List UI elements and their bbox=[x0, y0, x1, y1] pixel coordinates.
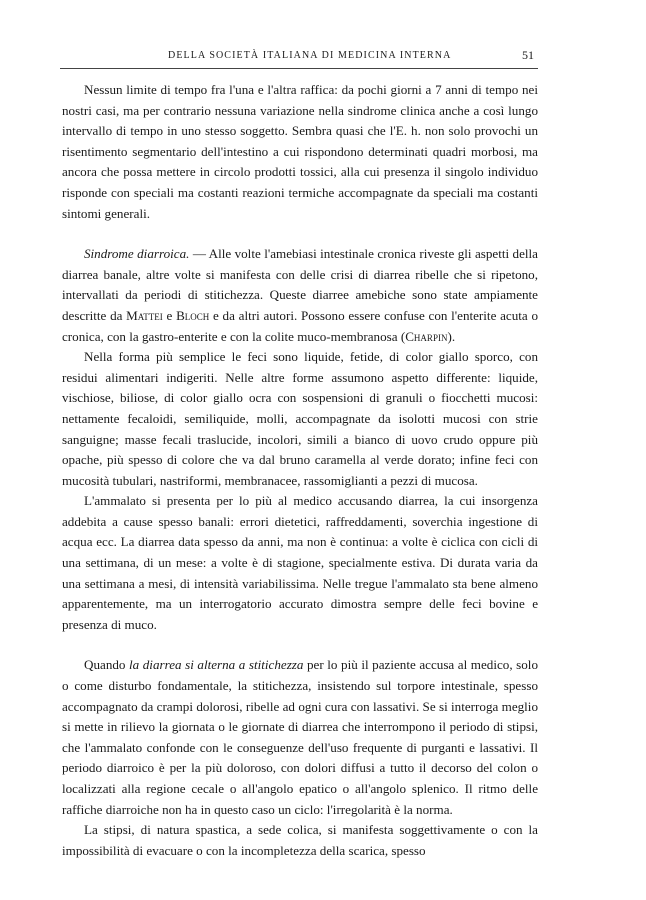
paragraph-5-text-b: per lo più il paziente accusa al medico, solo o come disturbo fondamentale, la stitichezza, insistendo sul torpore intestinale, spesso accompagnato da crampi dolorosi, ribelle ad ogni cura con lassativi. Se si interroga meglio si mette in rilievo la giornata o le giornate di diarrea che interrompono il periodo di stipsi, che l'ammalato confonde con le conseguenze dell'uso frequente di purganti e lassativi. Il periodo diarroico è per la più doloroso, con dolori diffusi a tutto il decorso del colon o localizzati alla regione cecale o all'angolo epatico o all'angolo splenico. Il ritmo delle raffiche diarroiche non ha in questo caso un ciclo: l'irregolarità è la norma. bbox=[62, 657, 538, 817]
running-title: DELLA SOCIETÀ ITALIANA DI MEDICINA INTERNA bbox=[168, 50, 452, 61]
page-header bbox=[60, 48, 538, 69]
paragraph-2 bbox=[62, 244, 538, 347]
paragraph-1 bbox=[62, 80, 538, 224]
paragraph-3-text: Nella forma più semplice le feci sono liquide, fetide, di color giallo sporco, con residui alimentari indigeriti. Nelle altre forme assumono aspetto differente: liquide, vischiose, biliose, di color giallo ocra con sospensioni di granuli o fiocchetti mucosi: nettamente fecaloidi, semiliquide, molli, accompagnate da isolotti mucosi con strie sanguigne; masse fecali traslucide, incolori, simili a bianco di uovo crudo oppure più opache, più spesso di colore che va dal bruno caramella al verde dorato; infine feci con mucosità tubulari, nastriformi, membranacee, rassomiglianti a pezzi di mucosa. bbox=[62, 349, 538, 488]
paragraph-2-text-a: — Alle volte l'amebiasi intestinale cronica riveste gli aspetti della diarrea banale, altre volte si manifesta con delle crisi di diarrea ribelle che si ripetono, intervallati da periodi di stitichezza. Queste diarree amebiche sono state ampiamente descritte da bbox=[62, 246, 538, 323]
paragraph-5 bbox=[62, 655, 538, 820]
author-bloch: Bloch bbox=[176, 307, 210, 323]
paragraph-2-text-d: ). bbox=[447, 328, 456, 344]
paragraph-4-text: L'ammalato si presenta per lo più al medico accusando diarrea, la cui insorgenza addebita a cause spesso banali: errori dietetici, raffreddamenti, soverchia ingestione di acqua ecc. La diarrea data spesso da anni, ma non è continua: a volte è ciclica con cicli di una settimana, di un mese: a volte è di stagione, specialmente estiva. Di durata varia da una settimana a mesi, di intensità variabilissima. Nelle tregue l'ammalato sta bene almeno apparentemente, ma un interrogatorio accurato dimostra sempre delle feci bovine e presenza di muco. bbox=[62, 493, 538, 632]
paragraph-1-text: Nessun limite di tempo fra l'una e l'altra raffica: da pochi giorni a 7 anni di tempo nei nostri casi, ma per contrario nessuna variazione nella sindrome clinica anche a così lungo intervallo di tempo in uno stesso soggetto. Sembra quasi che l'E. h. non solo provochi un risentimento segmentario dell'intestino a cui rispondono determinati quadri morbosi, ma ancora che possa mettere in circolo prodotti tossici, alla cui presenza il singolo individuo risponde con speciali ma costanti reazioni termiche accompagnate da speciali ma costanti sintomi generali. bbox=[62, 82, 538, 221]
paragraph-4 bbox=[62, 491, 538, 635]
paragraph-2-text-b: e bbox=[162, 307, 177, 323]
paragraph-5-text-a: Quando bbox=[84, 657, 130, 673]
author-mattei: Mattei bbox=[126, 307, 163, 323]
paragraph-6 bbox=[62, 820, 538, 861]
paragraph-5-italic: la diarrea si alterna a stitichezza bbox=[129, 657, 304, 673]
page-number: 51 bbox=[522, 48, 534, 62]
paragraph-2-text-c: e da altri autori. Possono essere confuse con l'enterite acuta o cronica, con la gastro-enterite e con la colite muco-membranosa ( bbox=[62, 307, 538, 344]
paragraph-3 bbox=[62, 347, 538, 491]
section-heading-diarrhea: Sindrome diarroica. bbox=[84, 246, 190, 262]
paragraph-6-text: La stipsi, di natura spastica, a sede colica, si manifesta soggettivamente o con la impossibilità di evacuare o con la incompletezza della scarica, spesso bbox=[62, 822, 538, 858]
author-charpin: Charpin bbox=[405, 328, 448, 344]
text-body bbox=[62, 80, 538, 861]
